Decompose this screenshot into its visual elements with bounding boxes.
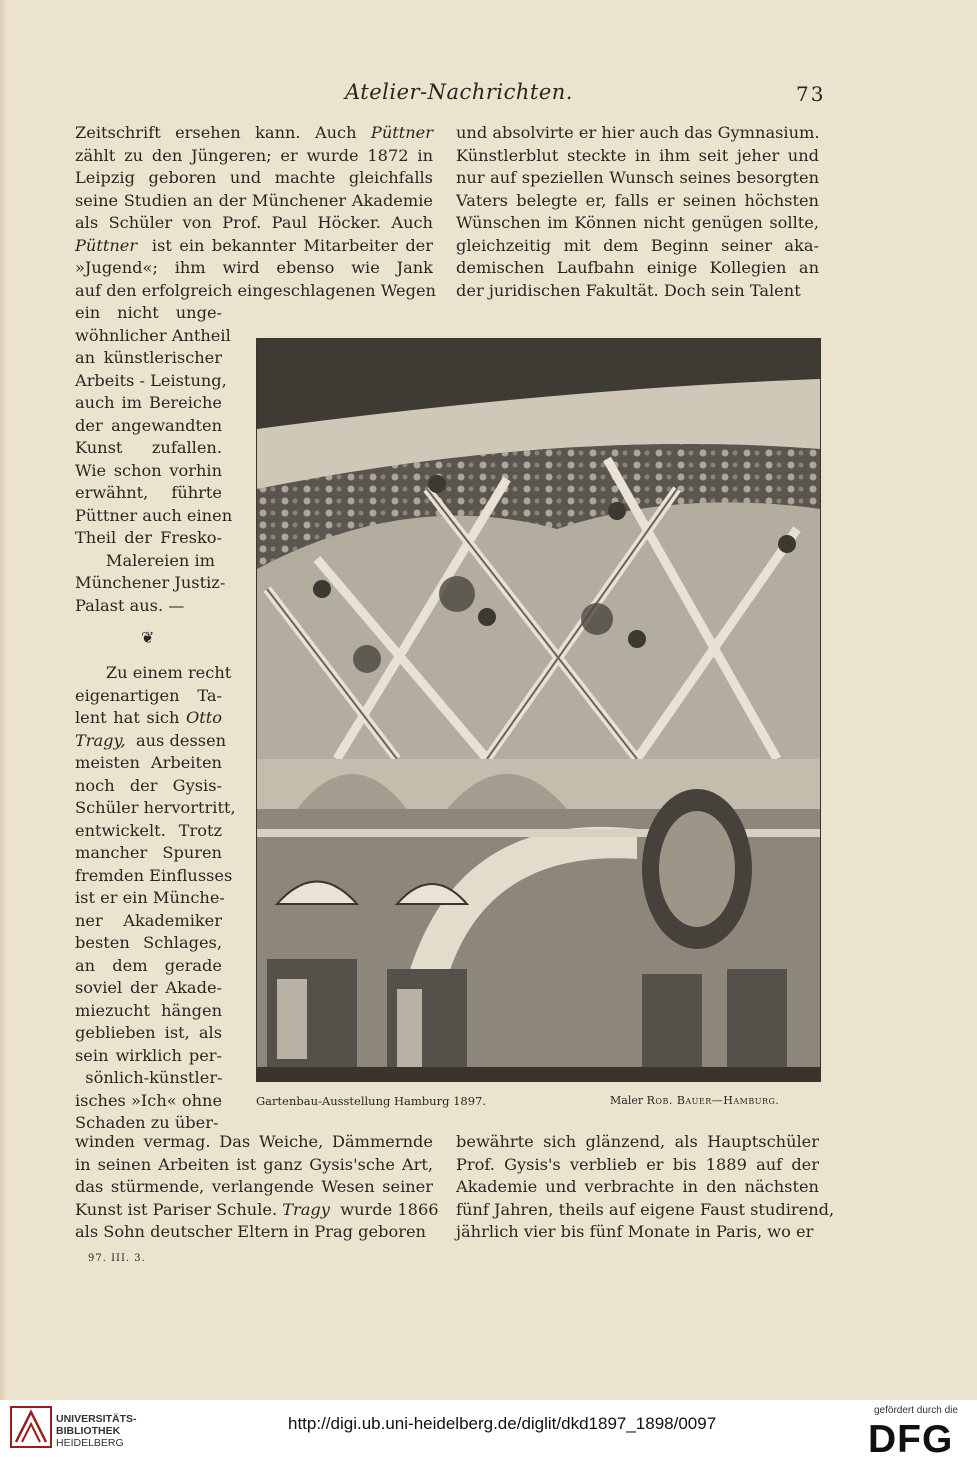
text-line: sein wirklich per- [75, 1045, 222, 1065]
text-line: an dem gerade [75, 955, 222, 975]
text-line: wöhnlicher Antheil [75, 325, 231, 345]
vaulted-ceiling-illustration [257, 339, 820, 1081]
text-line: als Sohn deutscher Eltern in Prag geboren [75, 1222, 426, 1241]
text-line: sönlich-künstler- [75, 1068, 223, 1087]
text-line: zählt zu den Jüngeren; er wurde 1872 in [75, 145, 433, 165]
university-library-logo-icon [10, 1406, 52, 1452]
text-line: und absolvirte er hier auch das Gymnasium. [456, 123, 820, 142]
text-line: Künstlerblut steckte in ihm seit jeher und [456, 145, 819, 165]
text-line: fünf Jahren, theils auf eigene Faust studirend, [456, 1199, 835, 1219]
text-line: an künstlerischer [75, 348, 222, 367]
text-line: Münchener Justiz- [75, 573, 226, 592]
photograph-vaulted-hall [256, 338, 821, 1082]
text-line: auch im Bereiche [75, 393, 222, 412]
text-line: Tragy, aus dessen [75, 730, 227, 750]
text-line: bewährte sich glänzend, als Hauptschüler [456, 1132, 819, 1151]
text-line: Theil der Fresko- [75, 528, 222, 547]
left-column-bottom [75, 1131, 439, 1244]
text-line: demischen Laufbahn einige Kollegien an [456, 258, 819, 277]
text-line: mancher Spuren [75, 843, 222, 862]
text-line: in seinen Arbeiten ist ganz Gysis'sche Art, [75, 1154, 433, 1174]
left-column-narrow [75, 302, 236, 1135]
dfg-logo: DFG [868, 1418, 954, 1461]
text-line: eigenartigen Ta- [75, 685, 222, 705]
text-line: Püttner auch einen [75, 505, 233, 525]
signature-mark: 97. III. 3. [88, 1253, 146, 1264]
text-line: »Jugend«; ihm wird ebenso wie Jank [75, 258, 433, 277]
page-edge-shadow [0, 0, 8, 1400]
text-line: das stürmende, verlangende Wesen seiner [75, 1177, 433, 1196]
text-line: geblieben ist, als [75, 1023, 222, 1042]
text-line: Palast aus. — [75, 595, 185, 615]
text-line: Wünschen im Können nicht genügen sollte, [456, 213, 819, 232]
text-line: als Schüler von Prof. Paul Höcker. Auch [75, 213, 433, 232]
text-line: ist er ein Münche- [75, 888, 225, 907]
text-line: entwickelt. Trotz [75, 820, 222, 840]
text-line: ein nicht unge- [75, 303, 222, 322]
text-line: Püttner ist ein bekannter Mitarbeiter der [75, 235, 433, 255]
text-line: Arbeits - Leistung, [75, 370, 227, 390]
right-column-bottom [456, 1131, 835, 1244]
text-line: besten Schlages, [75, 933, 222, 952]
text-line: der angewandten [75, 415, 222, 435]
funding-note: gefördert durch die [874, 1405, 958, 1416]
right-column-top [456, 122, 819, 302]
text-line: Wie schon vorhin [75, 460, 222, 480]
text-line: Zu einem recht [75, 663, 232, 682]
text-line: Vaters belegte er, falls er seinen höchsten [456, 190, 819, 210]
text-line: Prof. Gysis's verblieb er bis 1889 auf der [456, 1154, 819, 1174]
text-line: fremden Einflusses [75, 865, 233, 885]
running-title: Atelier-Nachrichten. [345, 80, 573, 104]
text-line: erwähnt, führte [75, 483, 222, 502]
text-line: miezucht hängen [75, 1000, 222, 1020]
text-line: Malereien im [75, 550, 216, 570]
text-line: Kunst ist Pariser Schule. Tragy wurde 1866 [75, 1199, 439, 1219]
text-line: auf den erfolgreich eingeschlagenen Wegen [75, 280, 436, 300]
text-line: gleichzeitig mit dem Beginn seiner aka- [456, 235, 819, 255]
text-line: meisten Arbeiten [75, 753, 222, 772]
text-line: Schaden zu über- [75, 1113, 219, 1132]
text-line: Schüler hervortritt, [75, 798, 236, 817]
page-number: 73 [796, 82, 826, 106]
text-line: ner Akademiker [75, 910, 222, 930]
text-line: Leipzig geboren und machte gleichfalls [75, 168, 433, 187]
permalink-url[interactable]: http://digi.ub.uni-heidelberg.de/diglit/dkd1897_1898/0097 [288, 1414, 717, 1433]
text-line: der juridischen Fakultät. Doch sein Talent [456, 280, 801, 300]
left-column-top [75, 122, 436, 302]
text-line: Zeitschrift ersehen kann. Auch Püttner [75, 123, 433, 142]
photo-caption-location: Gartenbau-Ausstellung Hamburg 1897. [256, 1094, 487, 1108]
text-line: jährlich vier bis fünf Monate in Paris, wo er [456, 1222, 814, 1241]
text-line: seine Studien an der Münchener Akademie [75, 190, 433, 210]
text-line: Akademie und verbrachte in den nächsten [456, 1177, 819, 1196]
text-line: noch der Gysis- [75, 775, 222, 795]
text-line: soviel der Akade- [75, 978, 222, 997]
text-line: isches »Ich« ohne [75, 1090, 223, 1110]
text-line: lent hat sich Otto [75, 708, 222, 727]
photo-caption-artist: Maler Rob. Bauer—Hamburg. [610, 1094, 780, 1107]
section-ornament: ❦ [141, 628, 155, 647]
text-line: winden vermag. Das Weiche, Dämmernde [75, 1132, 433, 1151]
text-line: nur auf speziellen Wunsch seines besorgten [456, 168, 819, 187]
text-line: Kunst zufallen. [75, 438, 222, 457]
library-name: UNIVERSITÄTS- BIBLIOTHEK HEIDELBERG [56, 1413, 137, 1449]
